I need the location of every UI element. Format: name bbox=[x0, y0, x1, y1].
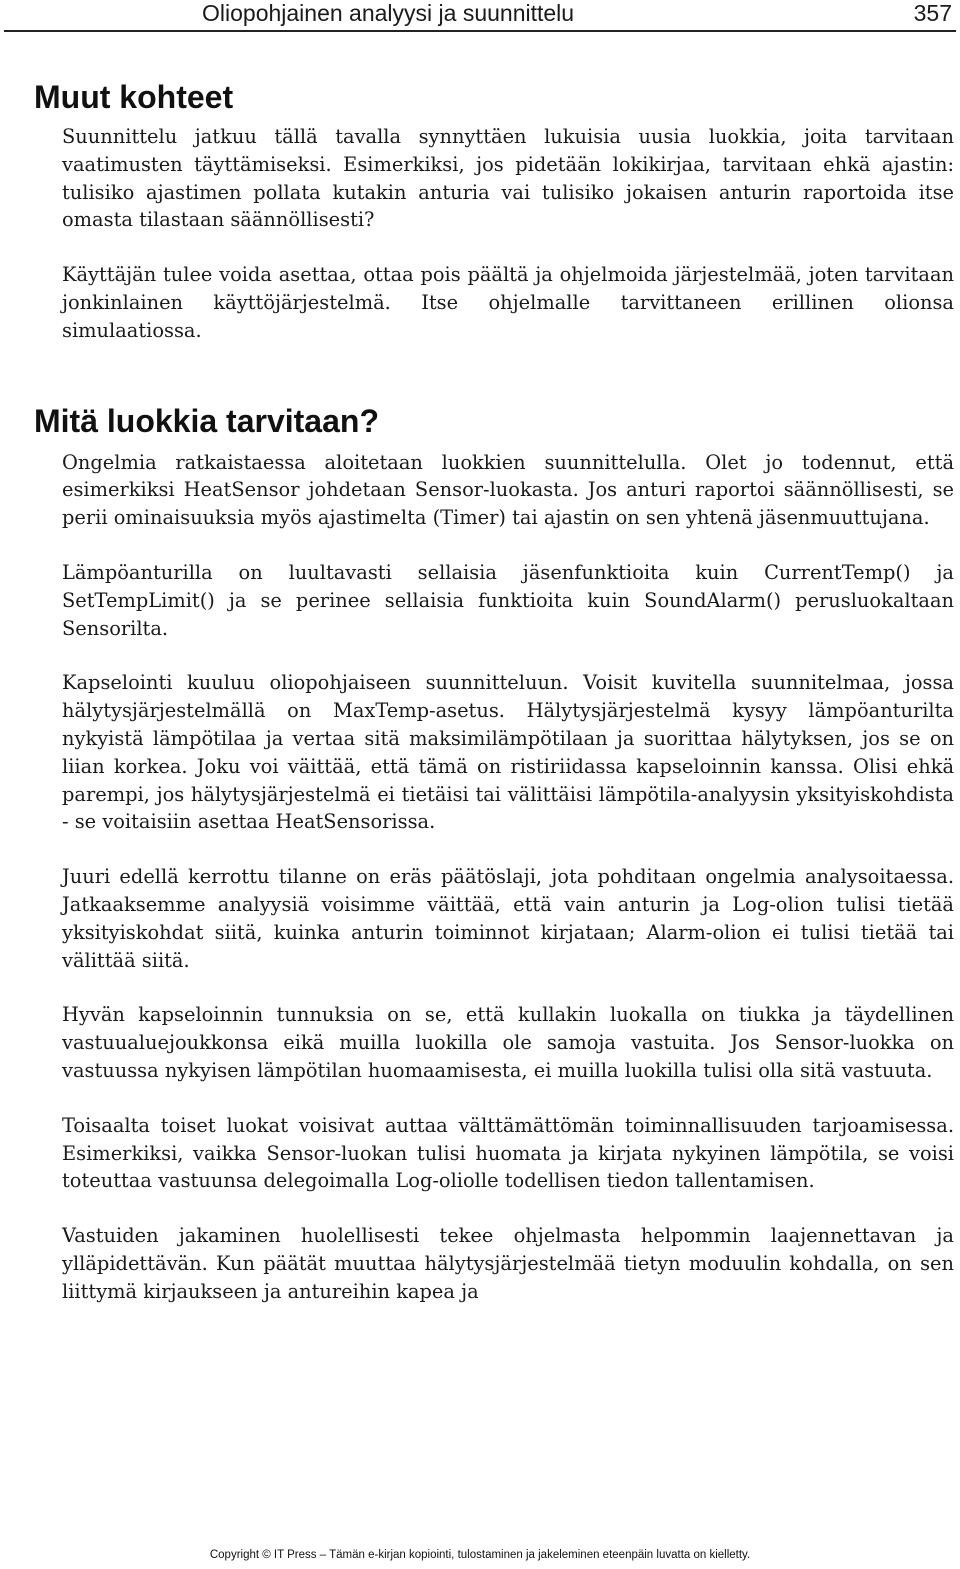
copyright-footer: Copyright © IT Press – Tämän e-kirjan kopiointi, tulostaminen ja jakeleminen eteenpäin luvatta on kielletty. bbox=[209, 1549, 751, 1561]
paragraph: Kapselointi kuuluu oliopohjaiseen suunnitteluun. Voisit kuvitella suunnitelmaa, jossa hälytysjärjestelmällä on MaxTemp-asetus. Hälytysjärjestelmä kysyy lämpöanturilta nykyistä lämpötilaa ja vertaa sitä maksimilämpötilaan ja suorittaa hälytyksen, jos se on liian korkea. Joku voi väittää, että tämä on ristiriidassa kapseloinnin kanssa. Olisi ehkä parempi, jos hälytysjärjestelmä ei tietäisi tai välittäisi lämpötila-analyysin yksityiskohdista - se voitaisiin asettaa HeatSensorissa. bbox=[62, 671, 954, 834]
page-header bbox=[4, 0, 956, 32]
section-heading-mita-luokkia: Mitä luokkia tarvitaan? bbox=[34, 402, 379, 439]
paragraph: Lämpöanturilla on luultavasti sellaisia jäsenfunktioita kuin CurrentTemp() ja SetTempLimit() ja se perinee sellaisia funktioita kuin SoundAlarm() perusluokaltaan Sensorilta. bbox=[62, 560, 954, 640]
paragraph: Hyvän kapseloinnin tunnuksia on se, että kullakin luokalla on tiukka ja täydellinen vastuualuejoukkonsa eikä muilla luokilla ole samoja vastuita. Jos Sensor-luokka on vastuussa nykyisen lämpötilan huomaamisesta, ei muilla luokilla tulisi olla sitä vastuuta. bbox=[62, 1003, 954, 1082]
paragraph: Suunnittelu jatkuu tällä tavalla synnyttäen lukuisia uusia luokkia, joita tarvitaan vaatimusten täyttämiseksi. Esimerkiksi, jos pidetään lokikirjaa, tarvitaan ehkä ajastin: tulisiko ajastimen pollata kutakin anturia vai tulisiko jokaisen anturin raportoida itse omasta tilastaan säännöllisesti? bbox=[62, 125, 954, 232]
paragraph: Juuri edellä kerrottu tilanne on eräs päätöslaji, jota pohditaan ongelmia analysoitaessa. Jatkaaksemme analyysiä voisimme väittää, että vain anturin ja Log-olion tulisi tietää yksityiskohdat siitä, kuinka anturin toiminnot kirjataan; Alarm-olion ei tulisi tietää tai välittää siitä. bbox=[62, 865, 954, 972]
paragraph: Vastuiden jakaminen huolellisesti tekee ohjelmasta helpommin laajennettavan ja ylläpidettävän. Kun päätät muuttaa hälytysjärjestelmää tietyn moduulin kohdalla, on sen liittymä kirjaukseen ja antureihin kapea ja bbox=[62, 1224, 954, 1303]
section-heading-muut-kohteet: Muut kohteet bbox=[34, 79, 234, 115]
paragraph: Toisaalta toiset luokat voisivat auttaa välttämättömän toiminnallisuuden tarjoamisessa. Esimerkiksi, vaikka Sensor-luokan tulisi huomata ja kirjata nykyinen lämpötila, se voisi toteuttaa vastuunsa delegoimalla Log-oliolle todellisen tiedon tallentamisen. bbox=[62, 1113, 954, 1193]
page-number: 357 bbox=[913, 0, 952, 26]
paragraph: Käyttäjän tulee voida asettaa, ottaa pois päältä ja ohjelmoida järjestelmää, joten tarvitaan jonkinlainen käyttöjärjestelmä. Itse ohjelmalle tarvittaneen erillinen olionsa simulaatiossa. bbox=[62, 263, 954, 342]
page-body bbox=[34, 75, 954, 1306]
running-title: Oliopohjainen analyysi ja suunnittelu bbox=[202, 0, 575, 26]
paragraph: Ongelmia ratkaistaessa aloitetaan luokkien suunnittelulla. Olet jo todennut, että esimerkiksi HeatSensor johdetaan Sensor-luokasta. Jos anturi raportoi säännöllisesti, se perii ominaisuuksia myös ajastimelta (Timer) tai ajastin on sen yhtenä jäsenmuuttujana. bbox=[62, 450, 954, 530]
